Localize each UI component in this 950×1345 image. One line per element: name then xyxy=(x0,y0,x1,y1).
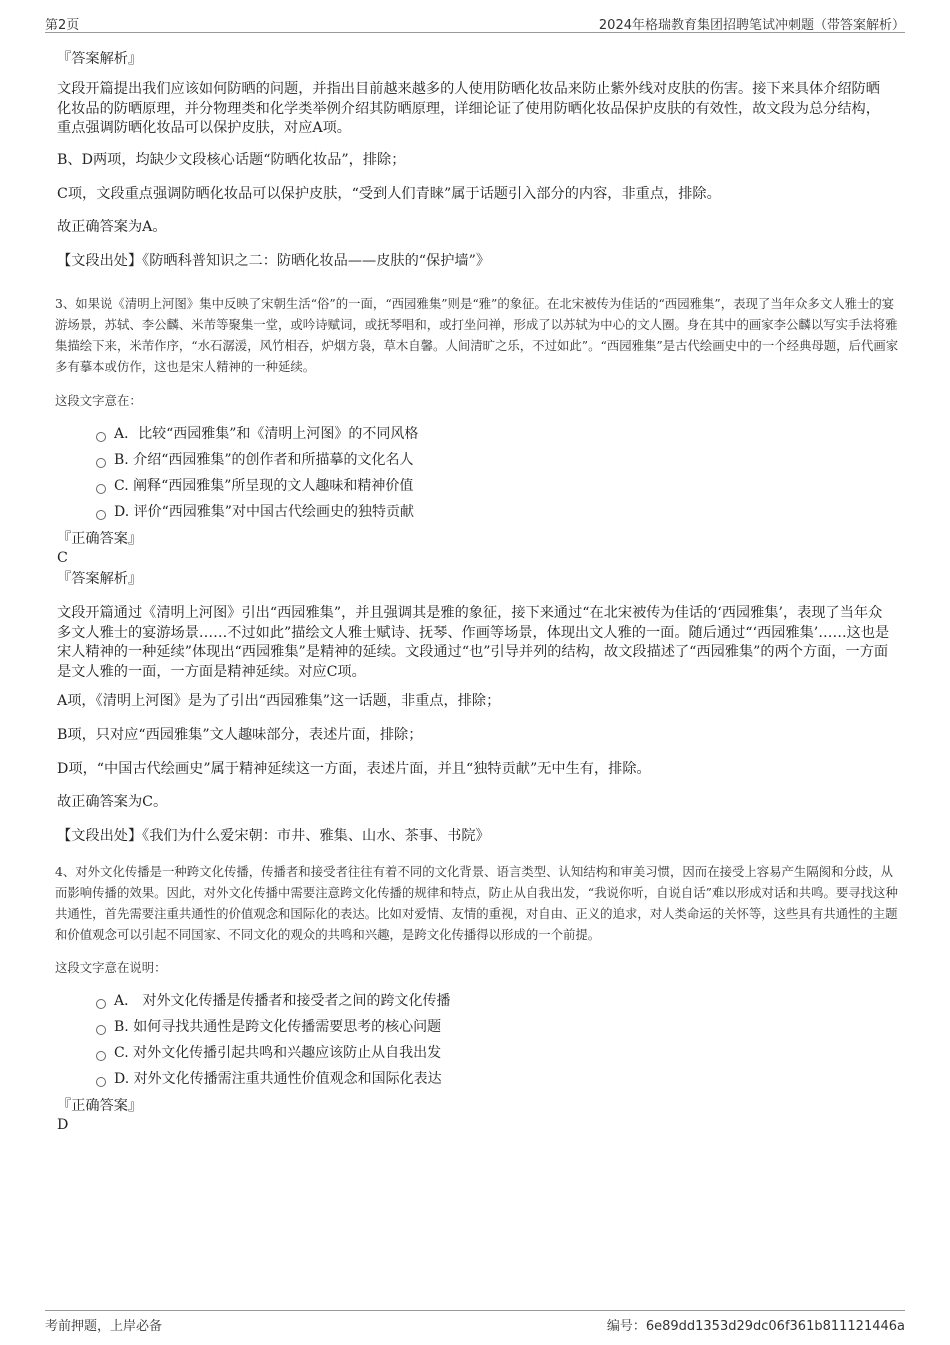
q3-stem: 3、如果说《清明上河图》集中反映了宋朝生活“俗”的一面，“西园雅集”则是“雅”的象征。在北宋被传为佳话的“西园雅集”，表现了当年众多文人雅士的宴游场景，苏轼、李公麟、米芾等聚集一堂，或吟诗赋词，或抚琴唱和，或打坐问禅，形成了以苏轼为中心的文人圈。身在其中的画家李公麟以写实手法将雅集描绘下来，米芾作序，“水石潺湲，风竹相吞，炉烟方袅，草木自馨。人间清旷之乐，不过如此”。“西园雅集”是古代绘画史中的一个经典母题，后代画家多有摹本或仿作，这也是宋人精神的一种延续。 xyxy=(55,296,899,374)
q4-option-c-label: C. 对外文化传播引起共鸣和兴趣应该防止从自我出发 xyxy=(114,1045,442,1061)
q3-analysis-paragraph-4: D项，“中国古代绘画史”属于精神延续这一方面，表述片面，并且“独特贡献”无中生有，排除。 xyxy=(57,761,651,777)
q3-option-a-label: A．比较“西园雅集”和《清明上河图》的不同风格 xyxy=(114,426,419,442)
radio-icon[interactable] xyxy=(96,458,106,468)
q3-source: 【文段出处】《我们为什么爱宋朝：市井、雅集、山水、茶事、书院》 xyxy=(57,828,490,844)
q4-answer: D xyxy=(57,1117,69,1133)
q3-analysis-paragraph-2: A项，《清明上河图》是为了引出“西园雅集”这一话题，非重点，排除； xyxy=(57,693,501,709)
q4-option-c[interactable] xyxy=(96,1044,441,1063)
q2-analysis-paragraph-2: B、D两项，均缺少文段核心话题“防晒化妆品”，排除； xyxy=(57,152,406,168)
page-number: 第2页 xyxy=(45,18,80,33)
q4-option-d[interactable] xyxy=(96,1070,442,1089)
radio-icon[interactable] xyxy=(96,510,106,520)
document-title: 2024年格瑞教育集团招聘笔试冲刺题（带答案解析） xyxy=(598,18,905,33)
q3-option-a[interactable] xyxy=(96,425,418,444)
q4-option-b[interactable] xyxy=(96,1018,441,1037)
radio-icon[interactable] xyxy=(96,1077,106,1087)
q4-option-d-label: D. 对外文化传播需注重共通性价值观念和国际化表达 xyxy=(114,1071,442,1087)
q2-analysis-paragraph-1: 文段开篇提出我们应该如何防晒的问题，并指出目前越来越多的人使用防晒化妆品来防止紫外线对皮肤的伤害。接下来具体介绍防晒化妆品的防晒原理，并分物理类和化学类举例介绍其防晒原理，详细论证了使用防晒化妆品保护皮肤的有效性，故文段为总分结构，重点强调防晒化妆品可以保护皮肤，对应A项。 xyxy=(57,81,880,137)
q2-conclusion: 故正确答案为A。 xyxy=(57,219,167,235)
q3-option-c-label: C. 阐释“西园雅集”所呈现的文人趣味和精神价值 xyxy=(114,478,414,494)
q3-analysis-paragraph-1: 文段开篇通过《清明上河图》引出“西园雅集”，并且强调其是雅的象征，接下来通过“在北宋被传为佳话的‘西园雅集’，表现了当年众多文人雅士的宴游场景……不过如此”描绘文人雅士赋诗、抚琴、作画等场景，体现出文人雅的一面。随后通过“‘西园雅集’……这也是宋人精神的一种延续”体现出“西园雅集”是精神的延续。文段通过“也”引导并列的结构，故文段描述了“西园雅集”的两个方面，一方面是文人雅的一面，一方面是精神延续。对应C项。 xyxy=(57,605,890,680)
q3-option-b-label: B. 介绍“西园雅集”的创作者和所描摹的文化名人 xyxy=(114,452,414,468)
q3-conclusion: 故正确答案为C。 xyxy=(57,794,168,810)
q4-option-a-label: A． 对外文化传播是传播者和接受者之间的跨文化传播 xyxy=(114,993,451,1009)
q2-analysis-paragraph-3: C项，文段重点强调防晒化妆品可以保护皮肤，“受到人们青睐”属于话题引入部分的内容，非重点，排除。 xyxy=(57,186,721,202)
q3-analysis-label: 『答案解析』 xyxy=(57,571,143,587)
radio-icon[interactable] xyxy=(96,432,106,442)
q3-analysis-paragraph-3: B项，只对应“西园雅集”文人趣味部分，表述片面，排除； xyxy=(57,727,423,743)
q4-answer-label: 『正确答案』 xyxy=(57,1098,143,1114)
q2-source: 【文段出处】《防晒科普知识之二：防晒化妆品——皮肤的“保护墙”》 xyxy=(57,253,491,269)
radio-icon[interactable] xyxy=(96,1025,106,1035)
q3-option-d[interactable] xyxy=(96,503,414,522)
page-footer xyxy=(45,1310,905,1334)
q4-option-a[interactable] xyxy=(96,992,451,1011)
q3-option-c[interactable] xyxy=(96,477,413,496)
page-header xyxy=(45,14,905,33)
q3-option-b[interactable] xyxy=(96,451,414,470)
q3-answer: C xyxy=(57,550,68,566)
q4-option-b-label: B. 如何寻找共通性是跨文化传播需要思考的核心问题 xyxy=(114,1019,442,1035)
q4-stem: 4、对外文化传播是一种跨文化传播，传播者和接受者往往有着不同的文化背景、语言类型、认知结构和审美习惯，因而在接受上容易产生隔阂和分歧，从而影响传播的效果。因此，对外文化传播中需要注意跨文化传播的规律和特点，防止从自我出发，“我说你听，自说自话”难以形成对话和共鸣。要寻找这种共通性，首先需要注重共通性的价值观念和国际化的表达。比如对爱情、友情的重视，对自由、正义的追求，对人类命运的关怀等，这些具有共通性的主题和价值观念可以引起不同国家、不同文化的观众的共鸣和兴趣，是跨文化传播得以形成的一个前提。 xyxy=(55,864,898,942)
footer-slogan: 考前押题，上岸必备 xyxy=(45,1319,163,1334)
q4-prompt: 这段文字意在说明： xyxy=(55,960,167,975)
q3-answer-label: 『正确答案』 xyxy=(57,531,143,547)
radio-icon[interactable] xyxy=(96,484,106,494)
radio-icon[interactable] xyxy=(96,1051,106,1061)
radio-icon[interactable] xyxy=(96,999,106,1009)
document-code: 编号：6e89dd1353d29dc06f361b811121446a xyxy=(606,1319,905,1334)
q2-analysis-label: 『答案解析』 xyxy=(57,51,143,67)
q3-option-d-label: D. 评价“西园雅集”对中国古代绘画史的独特贡献 xyxy=(114,504,414,520)
q3-prompt: 这段文字意在： xyxy=(55,393,142,408)
